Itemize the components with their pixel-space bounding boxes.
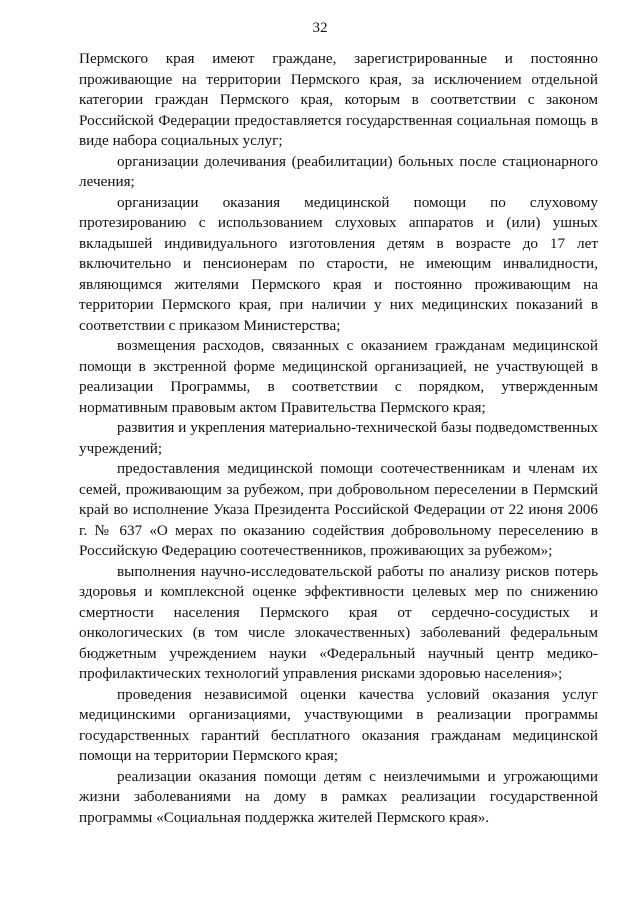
paragraph-palliative-care: реализации оказания помощи детям с неизлечимыми и угрожающими жизни заболеваниями на дому в рамках реализации государственной программы «Социальная поддержка жителей Пермского края». [79,767,598,826]
paragraph-continuation: Пермского края имеют граждане, зарегистрированные и постоянно проживающие на территории Пермского края, за исключением отдельной категории граждан Пермского края, которым в соответствии с законом Российской Федерации предоставляется государственная социальная помощь в виде набора социальных услуг; [79,50,598,149]
paragraph-quality-assessment: проведения независимой оценки качества условий оказания услуг медицинскими организациями, участвующими в реализации программы государственных гарантий бесплатного оказания гражданам медицинской помощи на территории Пермского края; [79,685,598,764]
page-number: 32 [312,20,328,36]
paragraph-material-base: развития и укрепления материально-технической базы подведомственных учреждений; [79,419,598,457]
paragraph-emergency-reimbursement: возмещения расходов, связанных с оказанием гражданам медицинской помощи в экстренной форме медицинской организацией, не участвующей в реализации Программы, в соответствии с порядком, утвержденным нормативным правовым актом Правительства Пермского края; [79,337,598,416]
paragraph-compatriots: предоставления медицинской помощи соотечественникам и членам их семей, проживающим за рубежом, при добровольном переселении в Пермский край во исполнение Указа Президента Российской Федерации от 22 июня 2006 г. № 637 «О мерах по оказанию содействия добровольному переселению в Российскую Федерацию соотечественников, проживающих за рубежом»; [79,460,598,559]
paragraph-hearing-prosthetics: организации оказания медицинской помощи по слуховому протезированию с использованием слуховых аппаратов и (или) ушных вкладышей индивидуального изготовления детям в возрасте до 17 лет включительно и пенсионерам по старости, не имеющим инвалидности, являющимся жителями Пермского края и постоянно проживающим на территории Пермского края, при наличии у них медицинских показаний в соответствии с приказом Министерства; [79,193,598,334]
paragraph-rehabilitation: организации долечивания (реабилитации) больных после стационарного лечения; [79,152,598,190]
document-body [79,49,598,828]
paragraph-research: выполнения научно-исследовательской работы по анализу рисков потерь здоровья и комплексной оценке эффективности целевых мер по снижению смертности населения Пермского края от сердечно-сосудистых и онкологических (в том числе злокачественных) заболеваний федеральным бюджетным учреждением науки «Федеральный научный центр медико-профилактических технологий управления рисками здоровью населения»; [79,562,598,682]
